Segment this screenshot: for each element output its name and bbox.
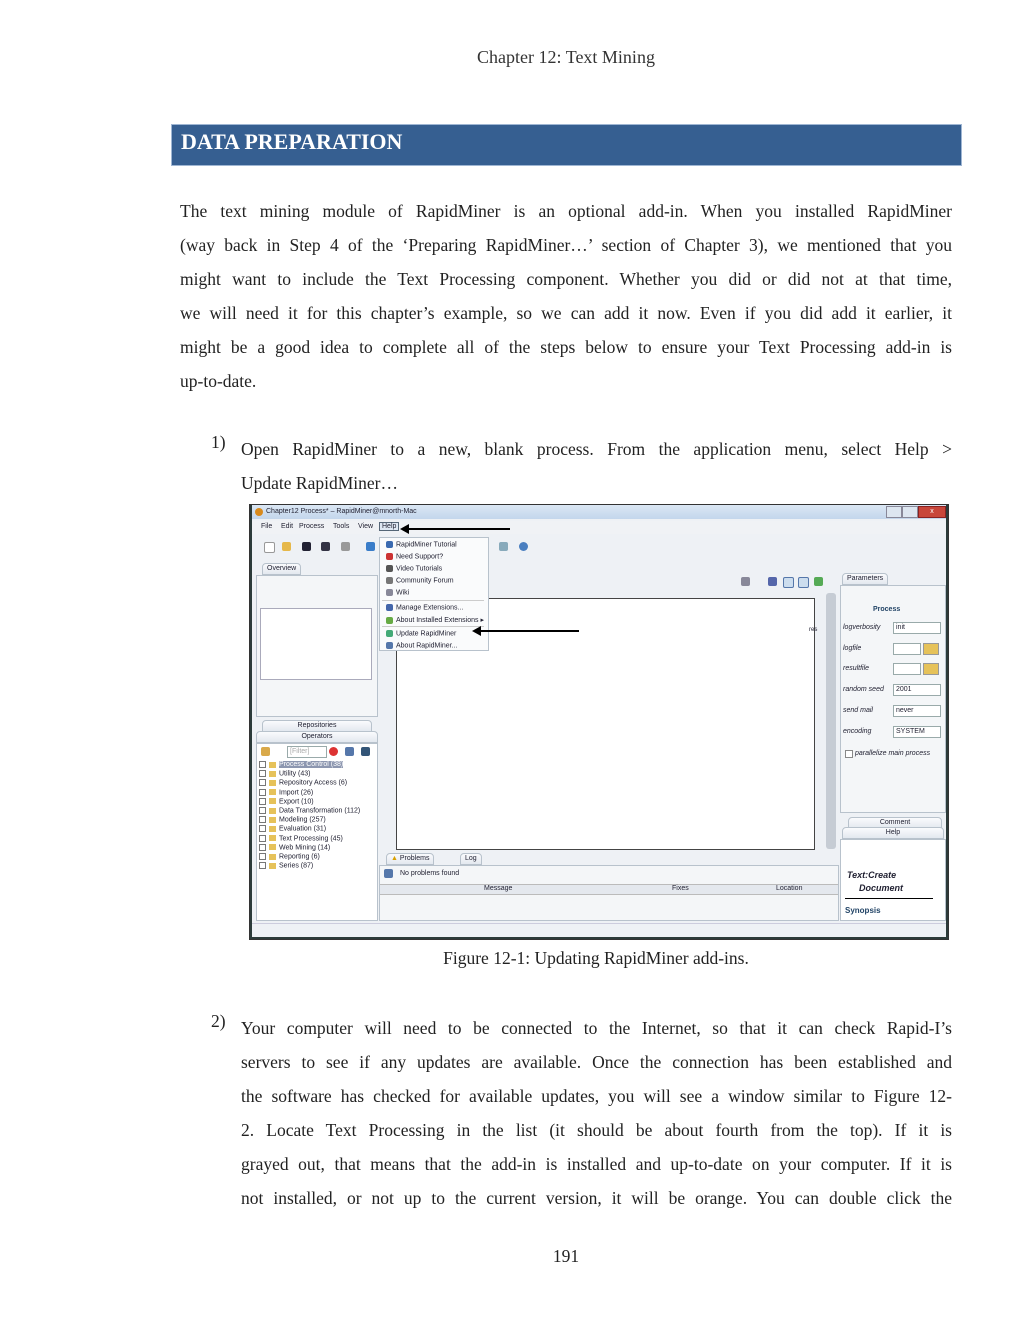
app-icon [255,508,263,516]
save-icon[interactable] [302,542,311,551]
menu-item-label: Need Support? [396,553,444,561]
param-value-field[interactable]: 2001 [893,684,941,696]
text-line: might be a good idea to complete all of the steps below to ensure your Text Processing add-in is [180,337,952,357]
info-icon[interactable] [519,542,528,551]
text-line: 2. Locate Text Processing in the list (it should be about fourth from the top). If it is [241,1120,952,1140]
help-panel [840,839,946,921]
section-heading-bar [171,124,962,166]
step-1-text [241,432,952,500]
operator-group-label: Evaluation (31) [279,825,327,833]
folder-icon [269,826,276,832]
menu-item-label: Update RapidMiner [396,630,457,638]
menu-separator [382,626,484,627]
no-problems-text: No problems found [400,870,460,877]
help-menu-item[interactable] [386,553,443,560]
expand-toggle-icon[interactable] [259,789,266,796]
operator-group-label: Text Processing (45) [279,834,343,842]
menu-item-label: About RapidMiner... [396,642,458,650]
text-line: grayed out, that means that the add-in is installed and up-to-date on your computer. If it is [241,1154,952,1174]
result-port: res [809,627,818,633]
maximize-button[interactable] [902,506,918,518]
param-value-field[interactable]: SYSTEM [893,726,941,738]
operator-icon[interactable] [741,577,750,586]
step-1-number: 1) [211,432,226,452]
folder-icon [269,808,276,814]
page-number: 191 [552,1246,580,1266]
text-line: The text mining module of RapidMiner is an optional add-in. When you installed RapidMiner [180,201,952,221]
tab-log[interactable]: Log [460,853,482,865]
menu-item-label: Community Forum [396,577,454,585]
title-bar [252,505,946,519]
text-line: Update RapidMiner… [241,473,398,493]
step-2-text [241,1011,952,1215]
running-header: Chapter 12: Text Mining [477,47,655,67]
fit-icon[interactable] [798,577,809,588]
figure-caption: Figure 12-1: Updating RapidMiner add-ins. [443,948,749,968]
param-name: logfile [843,644,862,652]
menu-item-icon [386,604,393,611]
expand-toggle-icon[interactable] [259,770,266,777]
help-menu-item[interactable] [386,565,442,572]
expand-toggle-icon[interactable] [259,779,266,786]
operator-group[interactable] [259,835,343,842]
parallelize-label: parallelize main process [855,750,931,757]
expand-toggle-icon[interactable] [259,761,266,768]
section-title: DATA PREPARATION [181,129,403,154]
text-line: Your computer will need to be connected to the Internet, so that it can check Rapid-I’s [241,1018,952,1038]
menu-file[interactable]: File [261,523,273,530]
param-value-field[interactable] [893,643,921,655]
help-divider [845,898,933,899]
folder-icon [269,789,276,795]
param-value-field[interactable] [893,663,921,675]
text-line: the software has checked for available updates, you will see a window similar to Figure 12- [241,1086,952,1106]
auto-wire-icon[interactable] [768,577,777,586]
folder-icon [269,817,276,823]
column-fixes[interactable]: Fixes [672,885,689,892]
expand-toggle-icon[interactable] [259,844,266,851]
operator-group[interactable] [259,779,347,786]
overview-panel [256,575,378,717]
menu-item-icon [386,617,393,624]
text-line: Open RapidMiner to a new, blank process. From the application menu, select Help > [241,439,952,459]
folder-icon [269,835,276,841]
menu-bar [252,521,946,534]
chart-icon[interactable] [499,542,508,551]
export-icon[interactable] [814,577,823,586]
arrow-to-update-icon [480,630,579,632]
menu-tools[interactable]: Tools [333,523,350,530]
menu-item-icon [386,630,393,637]
menu-item-label: About Installed Extensions [396,617,479,624]
problems-table-header [380,884,838,895]
folder-icon [269,780,276,786]
parameters-panel [840,585,946,813]
menu-item-label: Manage Extensions... [396,604,464,612]
column-location[interactable]: Location [776,885,803,892]
tab-comment[interactable]: Comment [848,817,942,829]
tab-parameters[interactable]: Parameters [842,573,888,585]
help-menu-item[interactable] [386,630,456,637]
menu-item-icon [386,565,393,572]
toolbar [252,537,946,557]
browse-folder-icon[interactable] [923,663,939,675]
operator-group-label: Repository Access (6) [279,779,348,787]
run-icon[interactable] [366,542,375,551]
operator-group-label: Import (26) [279,788,314,796]
status-bar [252,923,946,936]
folder-icon [269,771,276,777]
intro-paragraph [180,194,952,398]
menu-item-icon [386,553,393,560]
operator-group[interactable] [259,825,326,832]
operator-group-label: Series (87) [279,862,314,870]
operators-panel [256,743,378,921]
expand-toggle-icon[interactable] [259,798,266,805]
expand-toggle-icon[interactable] [259,816,266,823]
menu-item-label: RapidMiner Tutorial [396,541,457,549]
quick-fix-icon[interactable] [384,869,393,878]
menu-process[interactable]: Process [299,523,325,530]
operator-group-label: Data Transformation (112) [279,807,361,815]
menu-separator [382,600,484,601]
text-line: up-to-date. [180,371,257,391]
menu-item-label: Video Tutorials [396,565,443,573]
help-menu-item[interactable] [386,604,463,611]
expand-toggle-icon[interactable] [259,853,266,860]
operator-group-label: Export (10) [279,798,314,806]
browse-folder-icon[interactable] [923,643,939,655]
param-value-field[interactable]: init [893,622,941,634]
canvas-scrollbar[interactable] [826,593,836,849]
param-value-field[interactable]: never [893,705,941,717]
print-icon[interactable] [341,542,350,551]
operator-group-label: Reporting (6) [279,853,320,861]
window-title: Chapter12 Process* – RapidMiner@mnorth-Mac [266,508,417,515]
folder-icon [269,863,276,869]
synopsis-heading: Synopsis [845,906,881,915]
help-menu-item[interactable] [386,642,457,649]
sort-icon[interactable] [361,747,370,756]
menu-item-icon [386,642,393,649]
operator-group-label: Utility (43) [279,770,311,778]
help-menu-item[interactable]: About Installed Extensions ▸ [386,616,484,624]
operator-group[interactable] [259,761,343,768]
operator-group[interactable] [259,798,314,805]
operator-group[interactable] [259,789,313,796]
menu-item-label: Wiki [396,589,410,597]
tab-operators[interactable]: Operators [256,731,378,743]
expand-toggle-icon[interactable] [259,807,266,814]
menu-help[interactable]: Help [379,522,399,531]
expand-toggle-icon[interactable] [259,835,266,842]
minimize-button[interactable] [886,506,902,518]
help-title-line2: Document [859,883,904,893]
text-line: (way back in Step 4 of the ‘Preparing RapidMiner…’ section of Chapter 3), we mentioned that you [180,235,952,255]
new-icon[interactable] [264,542,275,553]
arrow-to-help-icon [408,528,510,530]
operator-group[interactable] [259,816,326,823]
filter-input[interactable]: [Filter] [287,746,327,758]
help-menu-item[interactable] [386,541,457,548]
new-operator-icon[interactable] [261,747,270,756]
operator-group-label: Modeling (257) [279,816,326,824]
parallelize-checkbox[interactable] [845,750,853,758]
process-label: Process [873,606,901,613]
close-button[interactable]: x [918,506,946,518]
operator-group[interactable] [259,853,320,860]
folder-icon [269,854,276,860]
expand-toggle-icon[interactable] [259,825,266,832]
menu-item-icon [386,541,393,548]
operator-group[interactable] [259,844,330,851]
operator-group-label: Web Mining (14) [279,844,331,852]
overview-canvas [260,608,372,680]
operator-group[interactable] [259,770,311,777]
param-name: send mail [843,706,873,714]
param-name: resultfile [843,665,870,673]
operator-group[interactable] [259,807,360,814]
tab-overview[interactable]: Overview [262,563,301,575]
param-name: logverbosity [843,624,881,631]
step-2-number: 2) [211,1011,226,1031]
operator-group[interactable] [259,862,313,869]
folder-icon [269,798,276,804]
clear-filter-icon[interactable] [329,747,338,756]
layout-icon[interactable] [783,577,794,588]
folder-icon [269,844,276,850]
expand-icon[interactable] [345,747,354,756]
text-line: servers to see if any updates are available. Once the connection has been established and [241,1052,952,1072]
tab-problems[interactable]: ▲ Problems [386,853,434,865]
operator-group-label: Process Control (38) [279,761,344,769]
open-icon[interactable] [282,542,291,551]
save-as-icon[interactable] [321,542,330,551]
param-name: encoding [843,727,872,735]
menu-item-icon [386,577,393,584]
text-line: not installed, or not up to the current version, it will be orange. You can double click the [241,1188,952,1208]
tab-repositories[interactable]: Repositories [262,720,372,732]
help-menu-item[interactable] [386,589,409,596]
text-line: might want to include the Text Processing component. Whether you did or did not at that time, [180,269,952,289]
problems-panel [379,865,839,921]
help-menu-item[interactable] [386,577,454,584]
param-name: random seed [843,686,884,694]
expand-toggle-icon[interactable] [259,862,266,869]
text-line: we will need it for this chapter’s example, so we can add it now. Even if you did add it earlier, it [180,303,952,323]
help-title-line1: Text:Create [847,870,897,880]
rapidminer-screenshot [249,504,949,940]
menu-edit[interactable]: Edit [281,523,294,530]
folder-icon [269,762,276,768]
tab-help[interactable]: Help [842,827,944,839]
column-message[interactable]: Message [484,885,513,892]
menu-view[interactable]: View [358,523,374,530]
menu-item-icon [386,589,393,596]
rapidminer-window [252,505,946,937]
